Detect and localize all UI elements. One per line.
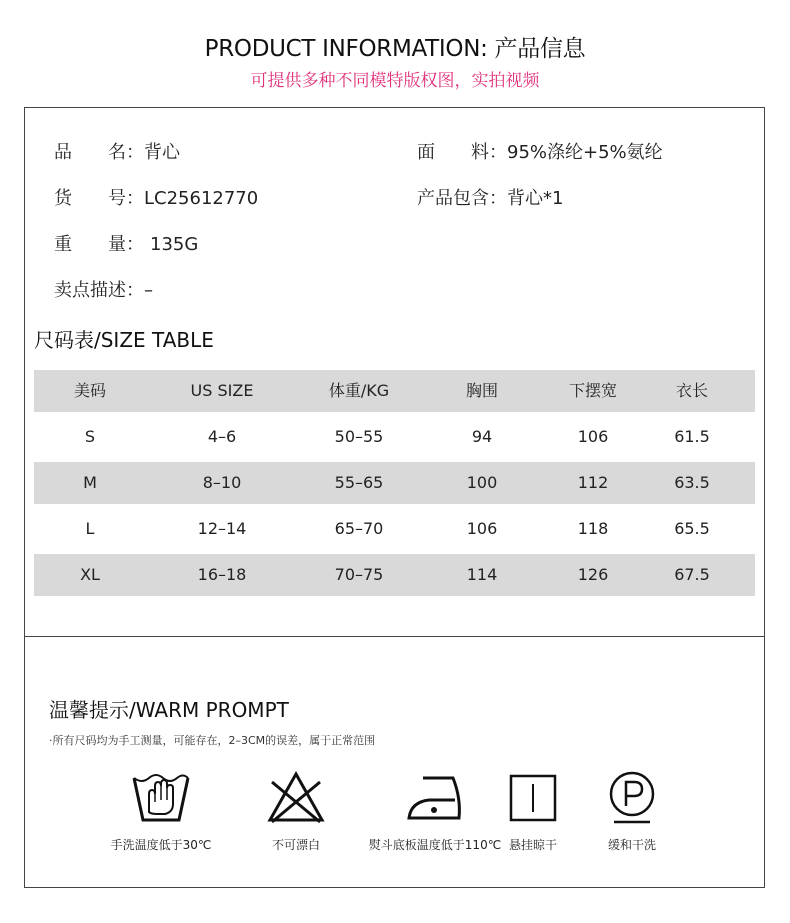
table-cell: 112 <box>577 473 609 492</box>
warm-prompt-note: ·所有尺码均为手工测量，可能存在，2–3CM的误差，属于正常范围 <box>49 734 376 747</box>
table-row <box>34 416 755 458</box>
page-title: PRODUCT INFORMATION: 产品信息 <box>204 36 586 62</box>
table-cell: 65–70 <box>334 519 384 538</box>
column-header: 美码 <box>73 381 106 400</box>
care-label: 不可漂白 <box>271 838 320 852</box>
item-no-value: LC25612770 <box>144 188 259 209</box>
item-no-label: 货 号： <box>54 188 144 209</box>
table-row <box>34 508 755 550</box>
fabric-row <box>417 138 663 164</box>
hand-wash-icon <box>129 768 193 826</box>
table-cell: S <box>84 427 96 446</box>
selling-points-label: 卖点描述： <box>54 280 144 301</box>
column-header: 胸围 <box>465 381 498 400</box>
column-header: 下摆宽 <box>568 381 617 400</box>
package-row <box>417 184 563 210</box>
table-cell: M <box>83 473 97 492</box>
package-value: 背心*1 <box>507 188 564 209</box>
table-cell: 16–18 <box>197 565 247 584</box>
table-cell: L <box>85 519 95 538</box>
table-cell: 50–55 <box>334 427 384 446</box>
column-header: US SIZE <box>190 381 254 400</box>
care-label: 熨斗底板温度低于110℃ <box>368 838 502 852</box>
table-cell: 4–6 <box>207 427 237 446</box>
table-cell: 67.5 <box>674 565 710 584</box>
size-table <box>34 370 755 596</box>
table-cell: 12–14 <box>197 519 247 538</box>
table-cell: 55–65 <box>334 473 384 492</box>
product-name-row <box>54 138 180 164</box>
fabric-label: 面 料： <box>417 142 507 163</box>
table-cell: 65.5 <box>674 519 710 538</box>
do-not-bleach-icon <box>264 768 328 826</box>
selling-points-row <box>54 276 153 302</box>
page-subtitle: 可提供多种不同模特版权图，实拍视频 <box>250 71 540 91</box>
table-row <box>34 462 755 504</box>
fabric-value: 95%涤纶+5%氨纶 <box>507 142 663 163</box>
weight-label: 重 量： <box>54 234 144 255</box>
care-item-dry-clean <box>552 768 712 853</box>
product-name-label: 品 名： <box>54 142 144 163</box>
dry-clean-p-icon <box>600 768 664 826</box>
table-cell: 70–75 <box>334 565 384 584</box>
product-name-value: 背心 <box>144 142 180 163</box>
info-frame <box>24 107 765 888</box>
size-table-title: 尺码表/SIZE TABLE <box>34 328 214 352</box>
care-label: 悬挂晾干 <box>508 838 557 852</box>
table-cell: 114 <box>466 565 498 584</box>
table-cell: 106 <box>577 427 609 446</box>
table-cell: 106 <box>466 519 498 538</box>
care-label: 手洗温度低于30℃ <box>110 838 212 852</box>
table-header-row <box>34 370 755 412</box>
column-header: 体重/KG <box>328 381 390 400</box>
selling-points-value: – <box>144 280 153 301</box>
table-cell: 63.5 <box>674 473 710 492</box>
item-no-row <box>54 184 258 210</box>
table-cell: 126 <box>577 565 609 584</box>
table-cell: 61.5 <box>674 427 710 446</box>
care-label: 缓和干洗 <box>607 838 656 852</box>
table-cell: 100 <box>466 473 498 492</box>
package-label: 产品包含： <box>417 188 507 209</box>
section-divider <box>25 636 764 637</box>
care-item-no-bleach <box>216 768 376 853</box>
weight-row <box>54 230 198 256</box>
table-cell: 94 <box>471 427 493 446</box>
column-header: 衣长 <box>675 381 708 400</box>
warm-prompt-title: 温馨提示/WARM PROMPT <box>49 698 289 722</box>
table-cell: 8–10 <box>202 473 242 492</box>
table-cell: 118 <box>577 519 609 538</box>
table-cell: XL <box>80 565 100 584</box>
weight-value: 135G <box>150 234 199 255</box>
table-row <box>34 554 755 596</box>
